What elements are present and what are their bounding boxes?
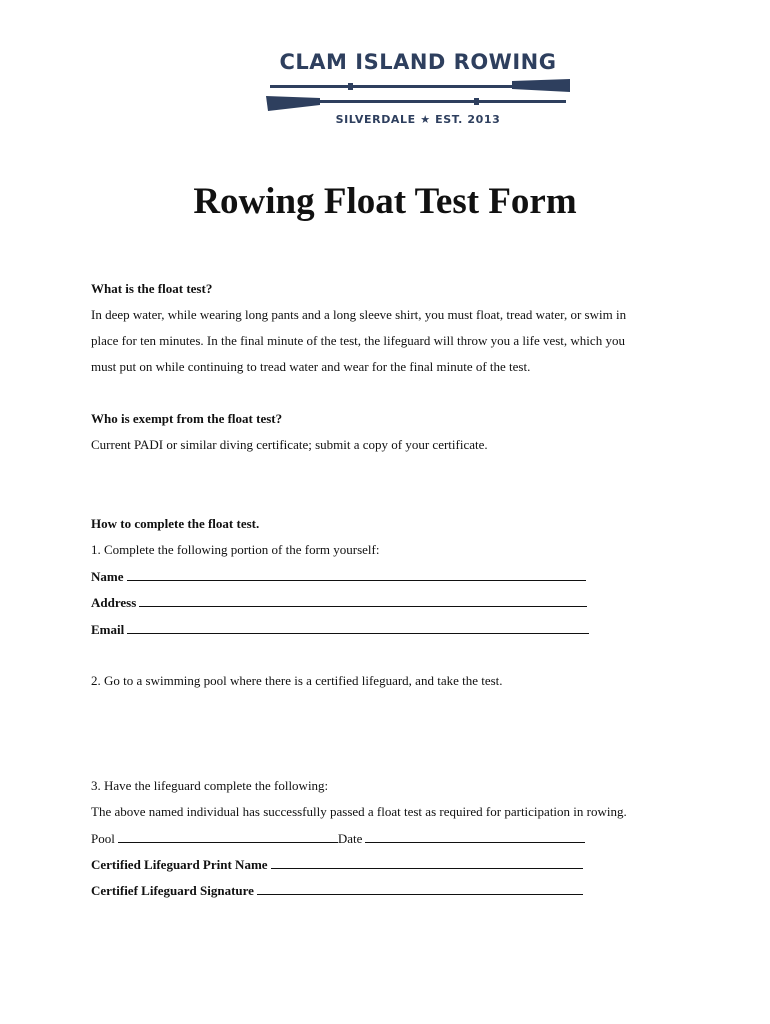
date-input-line[interactable]: [365, 830, 585, 843]
email-label: Email: [91, 622, 125, 637]
step-1: 1. Complete the following portion of the form yourself:: [91, 542, 380, 557]
lifeguard-name-input-line[interactable]: [271, 856, 583, 869]
what-heading: What is the float test?: [91, 281, 213, 296]
date-label: Date: [337, 831, 363, 846]
lifeguard-signature-input-line[interactable]: [257, 882, 583, 895]
pool-label: Pool: [91, 831, 115, 846]
logo-subtitle: SILVERDALE ★ EST. 2013: [335, 113, 501, 126]
page-title: Rowing Float Test Form: [193, 181, 577, 222]
email-field: [91, 621, 589, 638]
club-logo: [262, 50, 574, 130]
exempt-text: Current PADI or similar diving certificate; submit a copy of your certificate.: [91, 437, 488, 452]
address-input-line[interactable]: [139, 594, 587, 607]
what-text-line-3: must put on while continuing to tread water and wear for the final minute of the test.: [91, 359, 531, 374]
step-3: 3. Have the lifeguard complete the following:: [91, 778, 329, 793]
email-input-line[interactable]: [127, 621, 589, 634]
address-label: Address: [91, 595, 137, 610]
lifeguard-signature-label: Certifief Lifeguard Signature: [91, 883, 254, 898]
name-input-line[interactable]: [127, 568, 586, 581]
lifeguard-signature-field: [91, 882, 583, 899]
lifeguard-name-label: Certified Lifeguard Print Name: [91, 857, 268, 872]
lifeguard-name-field: [91, 856, 583, 873]
what-text-line-1: In deep water, while wearing long pants and a long sleeve shirt, you must float, tread water, or swim in: [91, 307, 627, 322]
how-heading: How to complete the float test.: [91, 516, 260, 531]
lifeguard-statement: The above named individual has successfully passed a float test as required for participation in rowing.: [91, 804, 627, 819]
pool-date-row: [91, 830, 585, 847]
what-text-line-2: place for ten minutes. In the final minute of the test, the lifeguard will throw you a life vest, which you: [91, 333, 625, 348]
step-2: 2. Go to a swimming pool where there is a certified lifeguard, and take the test.: [91, 673, 503, 688]
pool-input-line[interactable]: [118, 830, 338, 843]
address-field: [91, 594, 587, 611]
name-label: Name: [91, 569, 124, 584]
logo-title: CLAM ISLAND ROWING: [279, 50, 557, 74]
exempt-heading: Who is exempt from the float test?: [91, 411, 283, 426]
crossed-oars-icon: [262, 78, 574, 114]
name-field: [91, 568, 586, 585]
